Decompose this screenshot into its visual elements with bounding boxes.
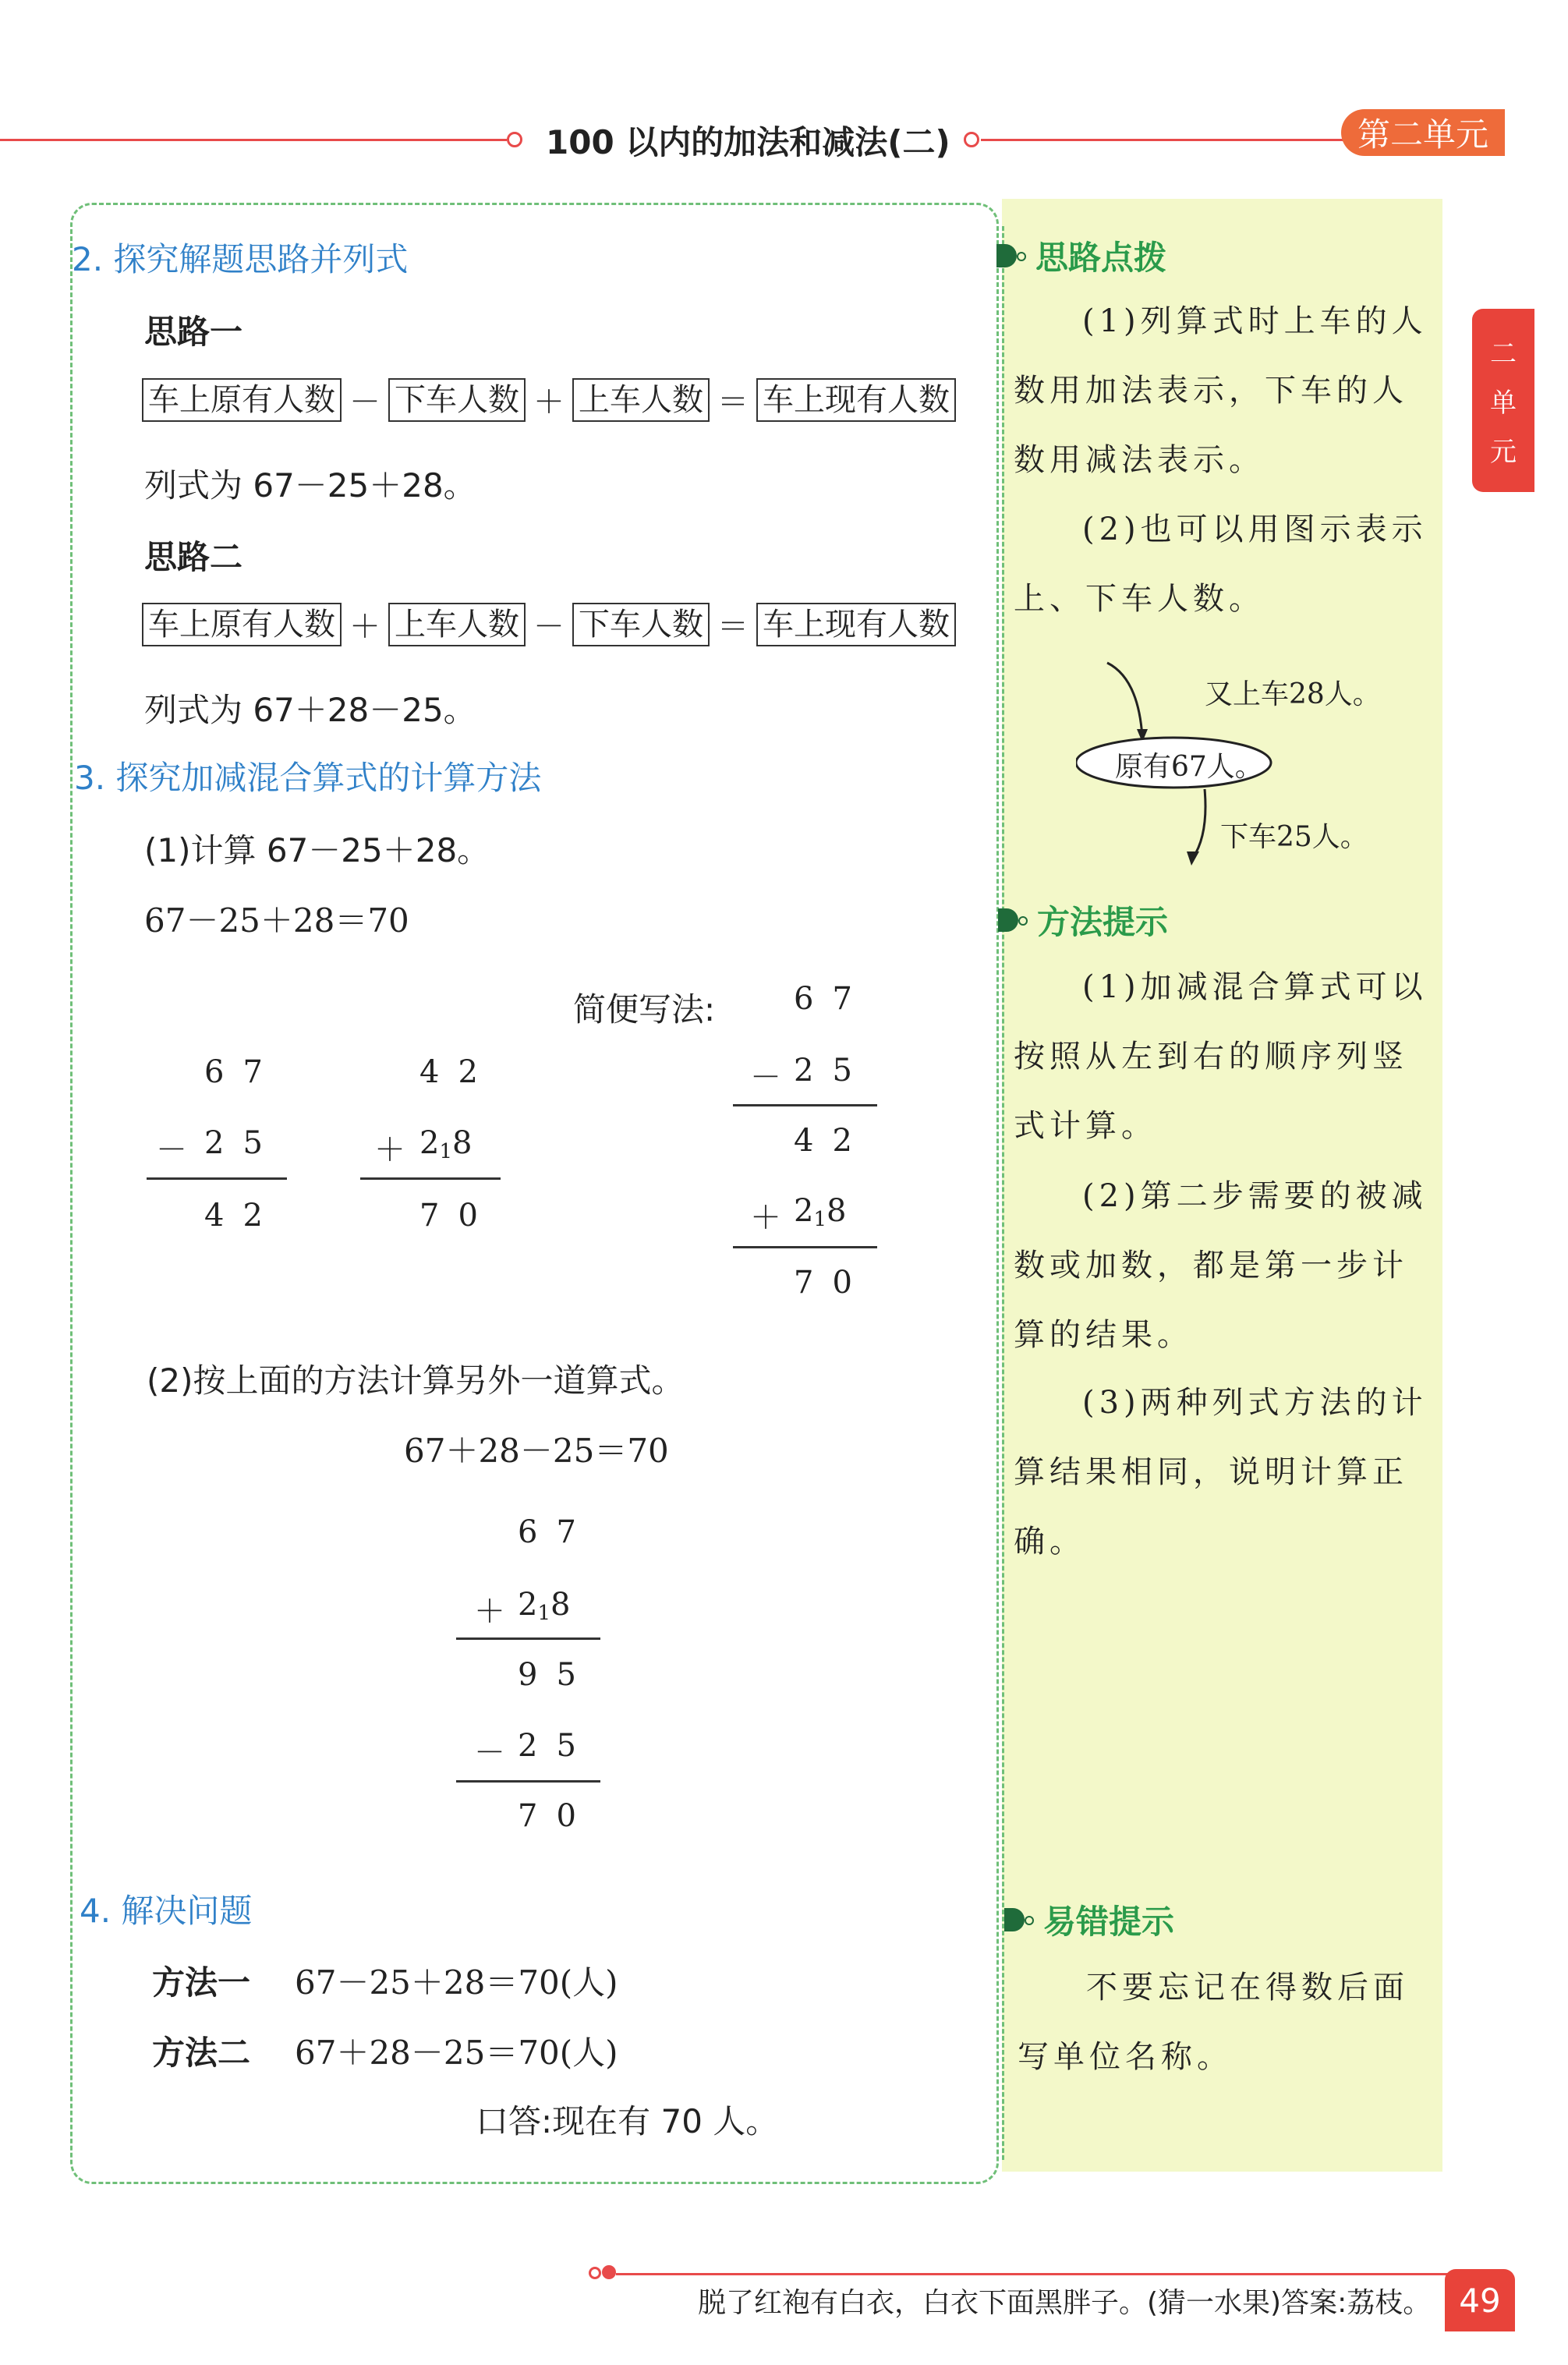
vert3-mid: 42 — [794, 1123, 871, 1159]
vert4-third: 25 — [518, 1728, 595, 1764]
footer-dot-1 — [589, 2267, 601, 2279]
operator: － — [533, 609, 565, 645]
vert4-line2 — [456, 1780, 600, 1783]
section-4-title: 4. 解决问题 — [80, 1892, 253, 1930]
part1-equation: 67－25＋28＝70 — [144, 901, 409, 940]
section-3-title: 3. 探究加减混合算式的计算方法 — [74, 759, 542, 797]
tip-bullet-icon — [998, 908, 1018, 932]
vert2-op: ＋ — [374, 1132, 405, 1168]
vert4-second — [518, 1587, 570, 1625]
vert3-top: 67 — [794, 981, 871, 1017]
side-tab-char-1: 二 — [1490, 338, 1517, 370]
side-tab-char-2: 单 — [1490, 388, 1517, 419]
idea2-label: 思路二 — [144, 538, 243, 576]
arrow-up-line — [1107, 663, 1142, 737]
page-title: 100 以内的加法和减法(二) — [546, 123, 950, 161]
page-number: 49 — [1445, 2269, 1515, 2331]
side-unit-tab — [1472, 309, 1534, 492]
carry-mark: 1 — [439, 1140, 452, 1163]
vert1-result: 42 — [204, 1198, 281, 1234]
vert3-line1 — [733, 1104, 877, 1106]
digit: 2 — [794, 1193, 814, 1229]
tip-bullet-icon — [996, 244, 1017, 267]
diagram-up-label: 又上车28人。 — [1205, 678, 1381, 710]
vert4-result: 70 — [518, 1798, 595, 1834]
tip2-para2 — [1014, 1162, 1435, 1370]
tip1-para1 — [1014, 287, 1435, 495]
tip3-para1-text: 不要忘记在得数后面写单位名称。 — [1018, 1970, 1409, 2075]
vert4-op1: ＋ — [474, 1594, 505, 1630]
part1-prompt: (1)计算 67－25＋28。 — [144, 831, 490, 869]
oral-answer: 口答:现在有 70 人。 — [476, 2102, 779, 2140]
part2-prompt: (2)按上面的方法计算另外一道算式。 — [147, 1361, 685, 1400]
method2-label: 方法二 — [152, 2034, 251, 2072]
vert2-result: 70 — [419, 1198, 497, 1234]
term-box: 下车人数 — [572, 603, 710, 646]
vert4-mid: 95 — [518, 1657, 595, 1693]
term-box: 车上现有人数 — [756, 603, 956, 646]
vert3-third — [794, 1193, 846, 1231]
simple-writing-label: 简便写法: — [573, 990, 716, 1028]
header-dot-right — [964, 132, 979, 147]
term-box: 下车人数 — [388, 378, 526, 422]
carry-mark: 1 — [537, 1602, 550, 1625]
idea1-label: 思路一 — [144, 313, 243, 351]
method2-formula: 67＋28－25＝70(人) — [295, 2034, 618, 2072]
digit: 2 — [419, 1125, 440, 1161]
tip3-title: 易错提示 — [1043, 1903, 1175, 1941]
operator: ＋ — [349, 609, 380, 645]
idea2-formula: 列式为 67＋28－25。 — [144, 691, 476, 729]
operator: ＝ — [717, 609, 749, 645]
vert2-line — [360, 1177, 501, 1180]
tip1-heading — [996, 232, 1166, 279]
tip3-heading — [1004, 1896, 1174, 1943]
footer-dot-2 — [602, 2265, 616, 2279]
term-box: 车上现有人数 — [756, 378, 956, 422]
part2-equation: 67＋28－25＝70 — [404, 1432, 669, 1470]
term-box: 车上原有人数 — [142, 378, 342, 422]
vert1-op: － — [156, 1132, 187, 1168]
term-box: 上车人数 — [388, 603, 526, 646]
vert3-op1: － — [750, 1060, 781, 1096]
operator: ＋ — [533, 384, 565, 420]
tip1-para2 — [1014, 495, 1435, 634]
digit: 8 — [452, 1125, 473, 1161]
vert4-op2: － — [474, 1735, 505, 1771]
term-box: 车上原有人数 — [142, 603, 342, 646]
tip2-para2-text: (2)第二步需要的被减数或加数，都是第一步计算的结果。 — [1014, 1178, 1428, 1353]
tip-bullet-icon — [1004, 1908, 1025, 1931]
operator: ＝ — [717, 384, 749, 420]
tip2-para3-text: (3)两种列式方法的计算结果相同，说明计算正确。 — [1014, 1385, 1428, 1560]
vert1-second: 25 — [204, 1125, 281, 1161]
section-2-title: 2. 探究解题思路并列式 — [72, 240, 409, 278]
arrow-down-head — [1187, 851, 1199, 866]
diagram-center-label: 原有67人。 — [1115, 751, 1263, 783]
vert3-op2: ＋ — [750, 1200, 781, 1236]
vert1-top: 67 — [204, 1054, 281, 1090]
tip2-para1-text: (1)加减混合算式可以按照从左到右的顺序列竖式计算。 — [1014, 969, 1428, 1144]
header-line-left — [0, 139, 507, 141]
tip2-para1 — [1014, 953, 1435, 1161]
header-dot-left — [507, 132, 522, 147]
vert4-top: 67 — [518, 1514, 595, 1550]
tip2-heading — [998, 897, 1168, 944]
unit-badge: 第二单元 — [1341, 109, 1505, 156]
tip1-title: 思路点拨 — [1035, 239, 1167, 277]
vert2-second — [419, 1125, 472, 1163]
vert1-line — [147, 1177, 287, 1180]
diagram-down-label: 下车25人。 — [1220, 821, 1368, 853]
vert2-top: 42 — [419, 1054, 497, 1090]
header-line-right — [981, 139, 1347, 141]
digit: 8 — [550, 1587, 571, 1623]
idea2-equation — [142, 602, 956, 646]
vert4-line1 — [456, 1637, 600, 1640]
idea1-formula: 列式为 67－25＋28。 — [144, 466, 476, 505]
digit: 8 — [826, 1193, 847, 1229]
tip2-title: 方法提示 — [1037, 903, 1169, 941]
footer-line — [616, 2273, 1450, 2275]
tip2-para3 — [1014, 1368, 1435, 1577]
tips-panel-divider — [1002, 226, 1004, 2160]
tip1-para2-text: (2)也可以用图示表示上、下车人数。 — [1014, 512, 1428, 617]
tip1-para1-text: (1)列算式时上车的人数用加法表示，下车的人数用减法表示。 — [1014, 303, 1428, 478]
side-tab-char-3: 元 — [1490, 437, 1517, 468]
method1-label: 方法一 — [152, 1963, 251, 2002]
arrow-down-line — [1193, 789, 1205, 858]
term-box: 上车人数 — [572, 378, 710, 422]
idea1-equation — [142, 377, 956, 422]
digit: 2 — [518, 1587, 538, 1623]
operator: － — [349, 384, 380, 420]
vert3-result: 70 — [794, 1265, 871, 1301]
tip3-para1 — [1018, 1953, 1439, 2092]
vert3-line2 — [733, 1246, 877, 1248]
footer-riddle: 脱了红袍有白衣，白衣下面黑胖子。(猜一水果)答案:荔枝。 — [698, 2287, 1432, 2319]
method1-formula: 67－25＋28＝70(人) — [295, 1963, 618, 2002]
carry-mark: 1 — [813, 1208, 826, 1231]
vert3-second: 25 — [794, 1053, 871, 1089]
